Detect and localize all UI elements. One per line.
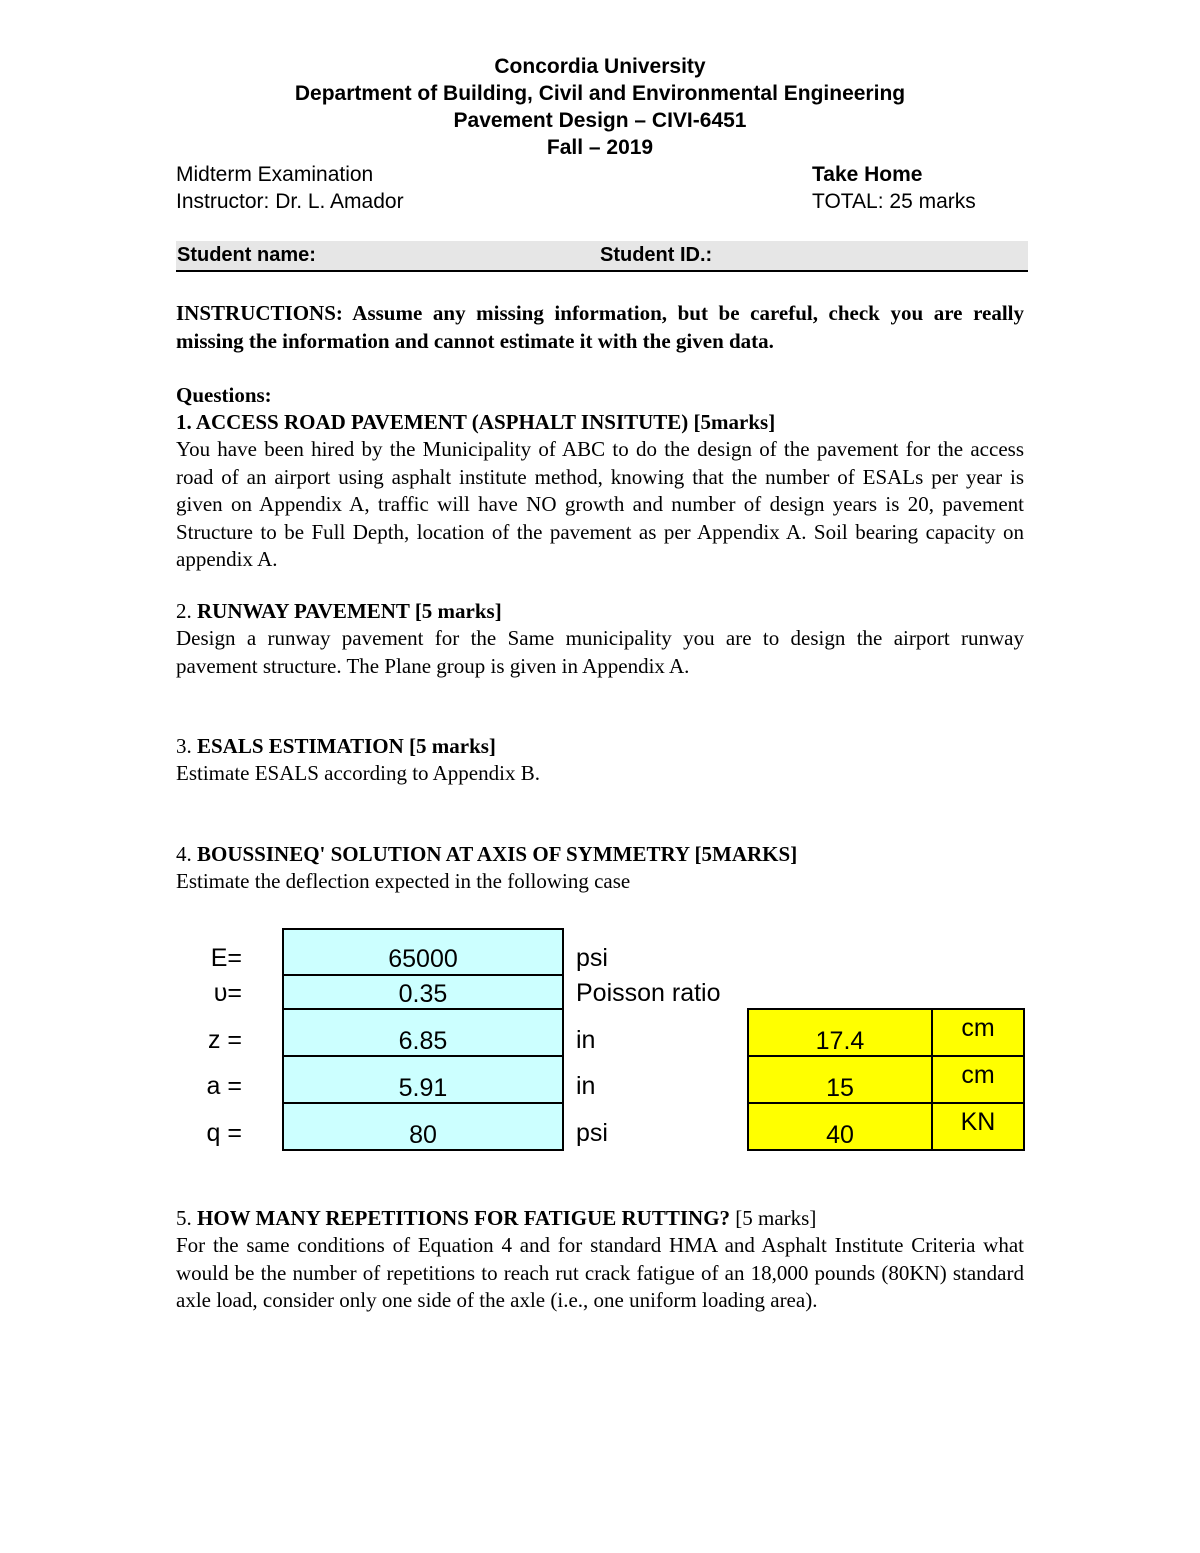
q2-heading: RUNWAY PAVEMENT [5 marks]	[197, 599, 502, 623]
q4-number: 4.	[176, 842, 197, 866]
q3-heading: ESALS ESTIMATION [5 marks]	[197, 734, 496, 758]
q5-number: 5.	[176, 1206, 197, 1230]
metric-radius-unit: cm	[931, 1055, 1025, 1104]
label-depth: z =	[207, 1026, 242, 1054]
q4-title	[176, 841, 1024, 869]
questions-heading: Questions:	[176, 383, 272, 407]
term: Fall – 2019	[546, 136, 654, 159]
q2-title	[176, 598, 1024, 626]
course-title: Pavement Design – CIVI-6451	[453, 109, 747, 132]
metric-depth-value: 17.4	[747, 1008, 933, 1057]
university-name: Concordia University	[494, 55, 706, 78]
value-pressure: 80	[282, 1102, 564, 1151]
student-id-label: Student ID.:	[600, 244, 713, 266]
metric-load-unit: KN	[931, 1102, 1025, 1151]
total-marks: TOTAL: 25 marks	[812, 190, 976, 213]
exam-mode: Take Home	[812, 163, 923, 186]
q5-body: For the same conditions of Equation 4 and for standard HMA and Asphalt Institute Criteria what would be the number of repetitions to reach rut crack fatigue of an 18,000 pounds (80KN) standard axle load, consider only one side of the axle (i.e., one uniform loading area).	[176, 1233, 1024, 1312]
metric-depth-unit: cm	[931, 1008, 1025, 1057]
value-depth: 6.85	[282, 1008, 564, 1057]
q5-marks: [5 marks]	[730, 1206, 817, 1230]
student-info-bar	[176, 241, 1028, 272]
department-name: Department of Building, Civil and Environmental Engineering	[294, 82, 906, 105]
student-name-label: Student name:	[177, 244, 316, 266]
q3-number: 3.	[176, 734, 197, 758]
unit-modulus: psi	[576, 944, 608, 972]
label-pressure: q =	[206, 1119, 242, 1147]
q4-heading: BOUSSINEQ' SOLUTION AT AXIS OF SYMMETRY [5MARKS]	[197, 842, 798, 866]
unit-depth: in	[576, 1026, 596, 1054]
q4-body: Estimate the deflection expected in the following case	[176, 869, 631, 893]
q3-body: Estimate ESALS according to Appendix B.	[176, 761, 540, 785]
instructions: INSTRUCTIONS: Assume any missing information, but be careful, check you are really missing the information and cannot estimate it with the given data.	[176, 301, 1024, 353]
unit-pressure: psi	[576, 1119, 608, 1147]
value-radius: 5.91	[282, 1055, 564, 1104]
q3-title	[176, 733, 1024, 761]
metric-radius-value: 15	[747, 1055, 933, 1104]
unit-radius: in	[576, 1072, 596, 1100]
q5-title	[176, 1205, 1024, 1233]
q1-title: 1. ACCESS ROAD PAVEMENT (ASPHALT INSITUTE) [5marks]	[176, 410, 776, 434]
instructor: Instructor: Dr. L. Amador	[176, 190, 404, 213]
label-poisson: υ=	[213, 979, 242, 1007]
q5-heading: HOW MANY REPETITIONS FOR FATIGUE RUTTING?	[197, 1206, 731, 1230]
label-modulus: E=	[210, 944, 242, 972]
metric-load-value: 40	[747, 1102, 933, 1151]
value-modulus: 65000	[282, 928, 564, 976]
label-radius: a =	[206, 1072, 242, 1100]
unit-poisson: Poisson ratio	[576, 979, 721, 1007]
q1-body: You have been hired by the Municipality of ABC to do the design of the pavement for the access road of an airport using asphalt institute method, knowing that the number of ESALs per year is given on Appendix A, traffic will have NO growth and number of design years is 20, pavement Structure to be Full Depth, location of the pavement as per Appendix A. Soil bearing capacity on appendix A.	[176, 437, 1024, 571]
q2-number: 2.	[176, 599, 197, 623]
exam-type: Midterm Examination	[176, 163, 374, 186]
q2-body: Design a runway pavement for the Same municipality you are to design the airport runway pavement structure. The Plane group is given in Appendix A.	[176, 626, 1024, 678]
value-poisson: 0.35	[282, 974, 564, 1010]
